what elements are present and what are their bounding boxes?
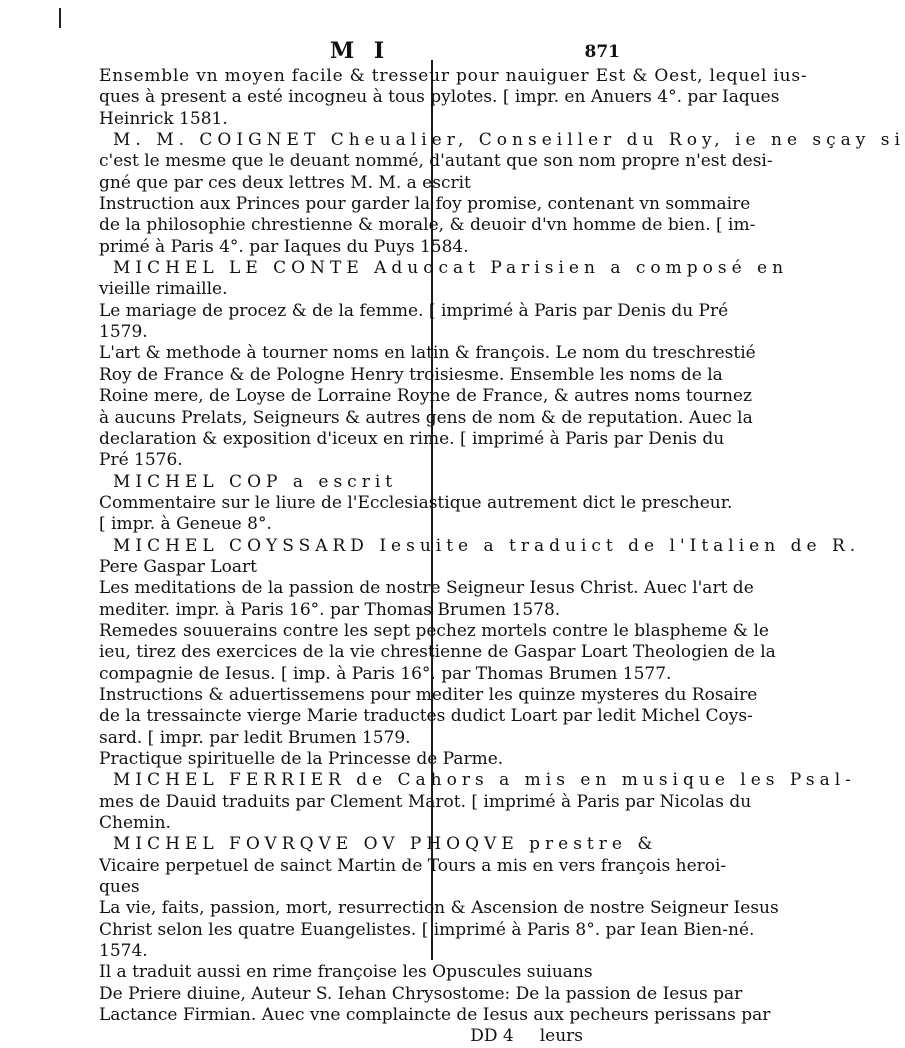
text-line: Le mariage de procez & de la femme. [ imprimé à Paris par Denis du Pré [99,300,729,321]
text-line: Pré 1576. [99,450,183,471]
text-line: compagnie de Iesus. [ imp. à Paris 16°. par Thomas Brumen 1577. [99,663,672,684]
text-line: Instruction aux Princes pour garder la foy promise, contenant vn sommaire [99,194,751,215]
text-line: Heinrick 1581. [99,108,228,129]
text-line: Roine mere, de Loyse de Lorraine Royne de France, & autres noms tournez [99,386,752,407]
page-footer [99,1026,621,1047]
text-line: gné que par ces deux lettres M. M. a escrit [99,172,471,193]
text-line: Vicaire perpetuel de sainct Martin de Tours a mis en vers françois heroi- [99,855,727,876]
text-line: De Priere diuine, Auteur S. Iehan Chrysostome: De la passion de Iesus par [99,983,743,1004]
text-line: Ensemble vn moyen facile & tresseur pour nauiguer Est & Oest, lequel ius- [99,66,808,86]
entry-heading: MICHEL COYSSARD Iesuite a traduict de l'Italien de R. [113,535,861,556]
text-line: Practique spirituelle de la Princesse de Parme. [99,749,504,769]
text-line: à aucuns Prelats, Seigneurs & autres gens de nom & de reputation. Auec la [99,407,753,428]
text-line: mediter. impr. à Paris 16°. par Thomas Brumen 1578. [99,599,561,620]
text-block [99,66,905,1048]
text-line: L'art & methode à tourner noms en latin & françois. Le nom du treschrestié [99,343,756,364]
text-line: 1574. [99,941,148,962]
text-line: ques [99,877,140,898]
text-line: sard. [ impr. par ledit Brumen 1579. [99,727,411,748]
signature-mark: DD 4 [470,1026,514,1047]
text-line: c'est le mesme que le deuant nommé, d'autant que son nom propre n'est desi- [99,151,773,172]
entry-heading: MICHEL FERRIER de Cahors a mis en musique les Psal- [113,770,856,791]
text-line: Christ selon les quatre Euangelistes. [ imprimé à Paris 8°. par Iean Bien-né. [99,919,755,940]
text-line: Lactance Firmian. Auec vne complaincte de Iesus aux pecheurs perissans par [99,1005,771,1026]
text-line: Commentaire sur le liure de l'Ecclesiastique autrement dict le prescheur. [99,492,733,513]
text-line: ques à present a esté incogneu à tous pylotes. [ impr. en Anuers 4°. par Iaques [99,87,780,108]
text-line: declaration & exposition d'iceux en rime. [ imprimé à Paris par Denis du [99,428,725,449]
entry-heading: M. M. COIGNET Cheualier, Conseiller du Roy, ie ne sçay si [113,130,905,151]
text-line: de la tressaincte vierge Marie traductes dudict Loart par ledit Michel Coys- [99,706,753,727]
entry-heading: MICHEL LE CONTE Aduocat Parisien a composé en [113,258,789,279]
text-line: Les meditations de la passion de nostre Seigneur Iesus Christ. Auec l'art de [99,578,754,599]
ink-mark [59,8,61,28]
text-line: La vie, faits, passion, mort, resurrection & Ascension de nostre Seigneur Iesus [99,898,779,919]
page-number: 871 [584,42,620,62]
text-line: Il a traduit aussi en rime françoise les Opuscules suiuans [99,962,593,983]
text-line: ieu, tirez des exercices de la vie chrestienne de Gaspar Loart Theologien de la [99,642,776,663]
text-line: mes de Dauid traduits par Clement Marot. [ imprimé à Paris par Nicolas du [99,791,752,812]
text-line: Roy de France & de Pologne Henry troisiesme. Ensemble les noms de la [99,364,723,385]
running-head: M I [329,38,391,64]
text-line: vieille rimaille. [99,279,228,300]
catchword: leurs [539,1026,583,1047]
text-line: Instructions & aduertissemens pour mediter les quinze mysteres du Rosaire [99,684,758,705]
text-line: Pere Gaspar Loart [99,556,257,577]
entry-heading: MICHEL COP a escrit [113,471,398,492]
page-header [100,38,620,68]
text-line: [ impr. à Geneue 8°. [99,514,272,535]
entry-heading: MICHEL FOVRQVE OV PHOQVE prestre & [113,834,658,855]
text-line: Chemin. [99,813,171,834]
text-line: de la philosophie chrestienne & morale, & deuoir d'vn homme de bien. [ im- [99,215,756,236]
text-line: Remedes souuerains contre les sept pechez mortels contre le blaspheme & le [99,620,769,641]
text-line: 1579. [99,322,148,343]
text-line: primé à Paris 4°. par Iaques du Puys 1584. [99,236,469,257]
